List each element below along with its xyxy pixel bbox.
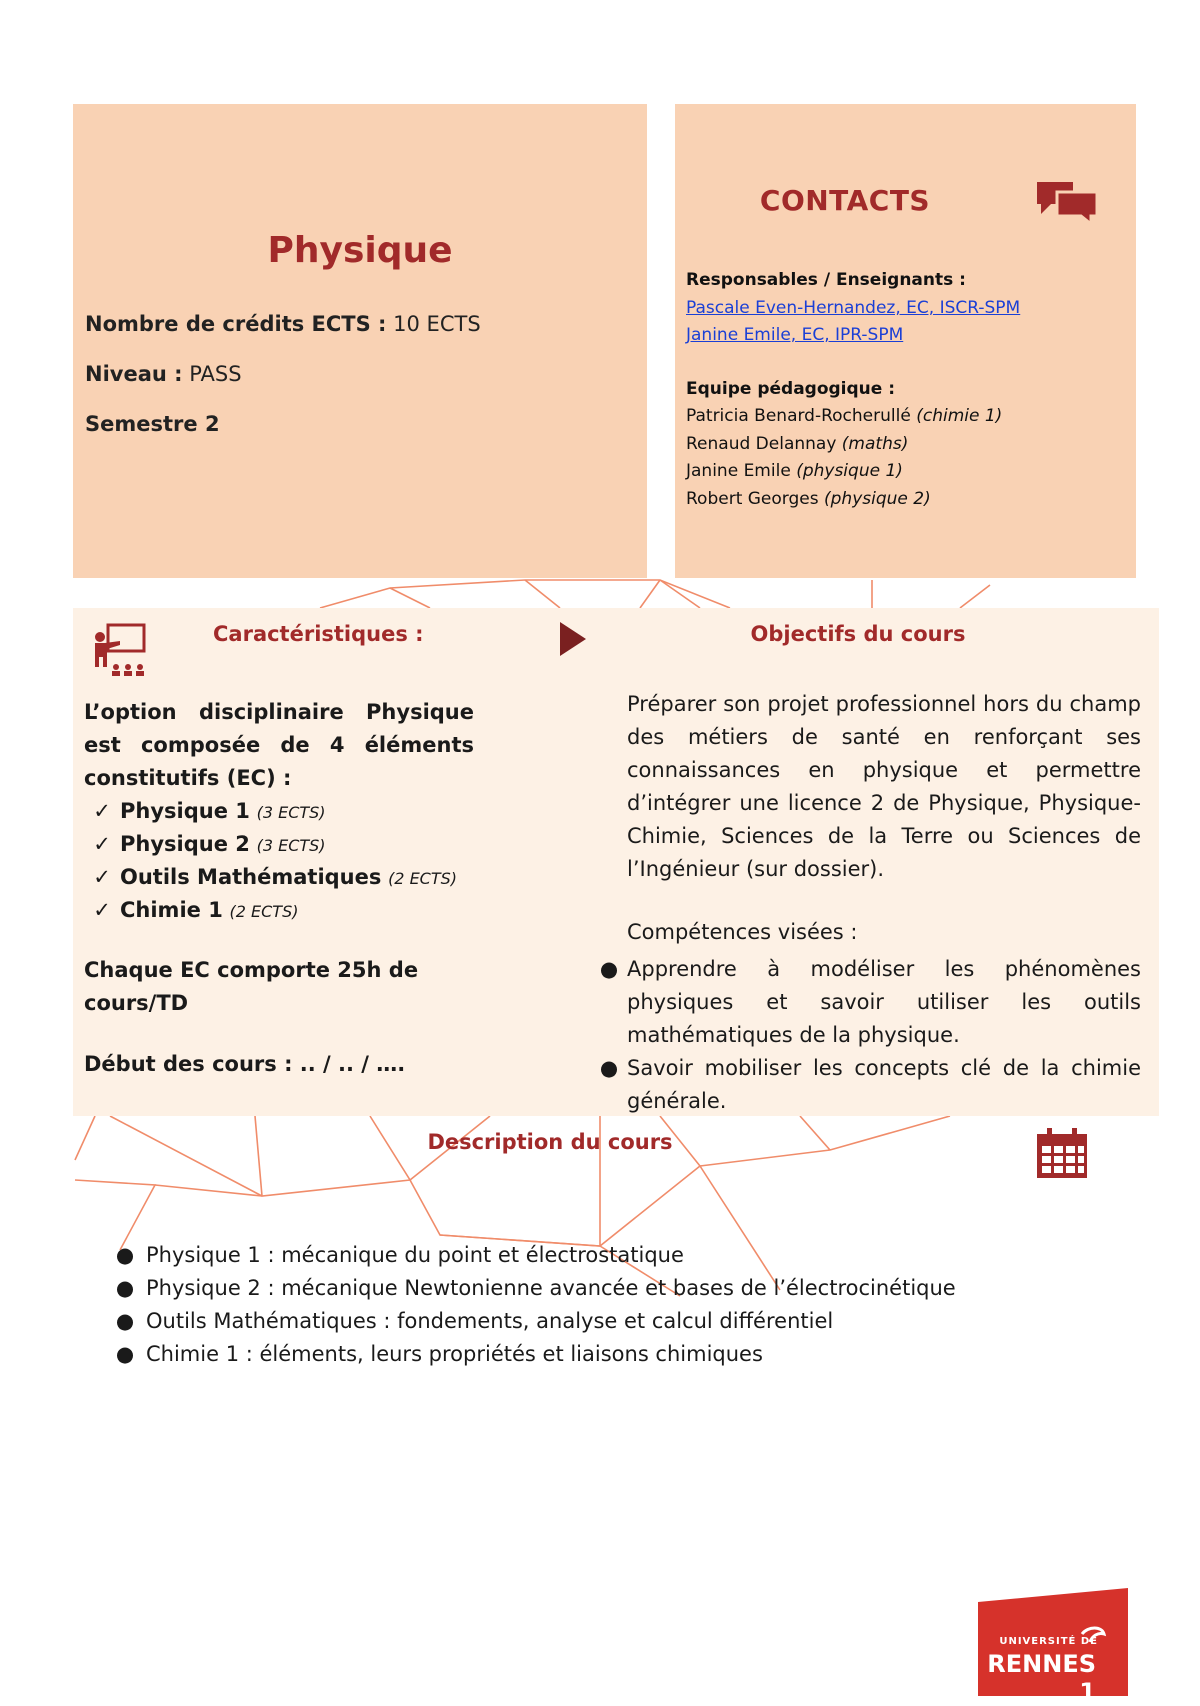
logo-rennes-text: RENNES 1: [987, 1650, 1096, 1706]
ec-item: [84, 894, 298, 928]
university-logo: [978, 1588, 1128, 1706]
team-member: [686, 406, 1002, 426]
objectives-text: Préparer son projet professionnel hors du champ des métiers de santé en renforçant ses connaissances en physique et permettre d’intégrer une licence 2 de Physique, Physique-Chimie, Sciences de la Terre ou Sciences de l’Ingénieur (sur dossier).: [627, 692, 1141, 881]
credits-line: [85, 312, 481, 336]
logo-university-text: UNIVERSITÉ DE: [999, 1636, 1098, 1647]
credits-label: Nombre de crédits ECTS :: [85, 312, 387, 336]
characteristics-intro: L’option disciplinaire Physique est composée de 4 éléments constitutifs (EC) :: [84, 700, 474, 790]
credits-value: 10 ECTS: [393, 312, 481, 336]
description-text: Chimie 1 : éléments, leurs propriétés et liaisons chimiques: [146, 1342, 763, 1366]
description-item: [115, 1243, 684, 1267]
description-text: Outils Mathématiques : fondements, analyse et calcul différentiel: [146, 1309, 834, 1333]
responsables-label: Responsables / Enseignants :: [686, 270, 966, 290]
description-item: [115, 1276, 956, 1300]
ec-ects: (2 ECTS): [388, 869, 458, 888]
bullet-icon: ●: [115, 1276, 135, 1300]
contacts-box: [675, 104, 1136, 578]
ec-hours: Chaque EC comporte 25h de cours/TD: [84, 958, 419, 1015]
ec-ects: (3 ECTS): [256, 803, 326, 822]
competence-text: Apprendre à modéliser les phénomènes physiques et savoir utiliser les outils mathématiques de la physique.: [627, 957, 1141, 1047]
competence-item: [599, 1052, 1141, 1118]
level-label: Niveau :: [85, 362, 183, 386]
team-member-role: (maths): [841, 434, 909, 454]
bullet-icon: ●: [599, 957, 619, 981]
competence-item: [599, 953, 1141, 1052]
description-text: Physique 1 : mécanique du point et électrostatique: [146, 1243, 684, 1267]
bullet-icon: ●: [115, 1342, 135, 1366]
course-title: Physique: [267, 230, 453, 271]
course-start-date: Début des cours : .. / .. / ….: [84, 1052, 406, 1076]
ec-item: [84, 828, 326, 862]
team-member-role: (physique 2): [824, 489, 931, 509]
teacher-icon: [90, 623, 148, 681]
characteristics-title: Caractéristiques :: [213, 622, 424, 646]
course-info-box: [73, 104, 647, 578]
bullet-icon: ●: [599, 1056, 619, 1080]
description-item: [115, 1342, 763, 1366]
ec-name: Physique 2: [120, 832, 250, 856]
team-member-name: Janine Emile: [686, 461, 791, 481]
checkmark-icon: ✓: [93, 898, 111, 922]
objectives-title: Objectifs du cours: [750, 622, 966, 646]
characteristics-objectives-box: [73, 608, 1159, 1116]
team-member-name: Robert Georges: [686, 489, 819, 509]
description-text: Physique 2 : mécanique Newtonienne avancée et bases de l’électrocinétique: [146, 1276, 956, 1300]
team-member: [686, 434, 908, 454]
competence-text: Savoir mobiliser les concepts clé de la chimie générale.: [627, 1056, 1141, 1113]
checkmark-icon: ✓: [93, 799, 111, 823]
competences-label: Compétences visées :: [627, 920, 858, 944]
bullet-icon: ●: [115, 1309, 135, 1333]
description-title: Description du cours: [427, 1130, 673, 1154]
play-arrow-icon: [558, 620, 588, 658]
level-value: PASS: [189, 362, 242, 386]
ec-name: Chimie 1: [120, 898, 223, 922]
team-member-name: Patricia Benard-Rocherullé: [686, 406, 911, 426]
ec-ects: (2 ECTS): [229, 902, 299, 921]
calendar-icon: [1035, 1126, 1089, 1180]
ec-name: Outils Mathématiques: [120, 865, 382, 889]
chat-bubbles-icon: [1033, 178, 1101, 226]
ec-item: [84, 795, 326, 829]
team-member: [686, 461, 903, 481]
contacts-title: CONTACTS: [759, 184, 931, 217]
team-member-role: (chimie 1): [916, 406, 1003, 426]
team-member-role: (physique 1): [796, 461, 903, 481]
checkmark-icon: ✓: [93, 832, 111, 856]
description-item: [115, 1309, 834, 1333]
contact-link-even-hernandez[interactable]: Pascale Even-Hernandez, EC, ISCR-SPM: [686, 298, 1021, 318]
team-member-name: Renaud Delannay: [686, 434, 837, 454]
ec-ects: (3 ECTS): [256, 836, 326, 855]
contact-link-emile[interactable]: Janine Emile, EC, IPR-SPM: [686, 325, 904, 345]
ec-name: Physique 1: [120, 799, 250, 823]
checkmark-icon: ✓: [93, 865, 111, 889]
team-member: [686, 489, 931, 509]
equipe-label: Equipe pédagogique :: [686, 379, 896, 399]
level-line: [85, 362, 242, 386]
bullet-icon: ●: [115, 1243, 135, 1267]
ec-item: [84, 861, 457, 895]
semester-label: Semestre 2: [85, 412, 220, 436]
